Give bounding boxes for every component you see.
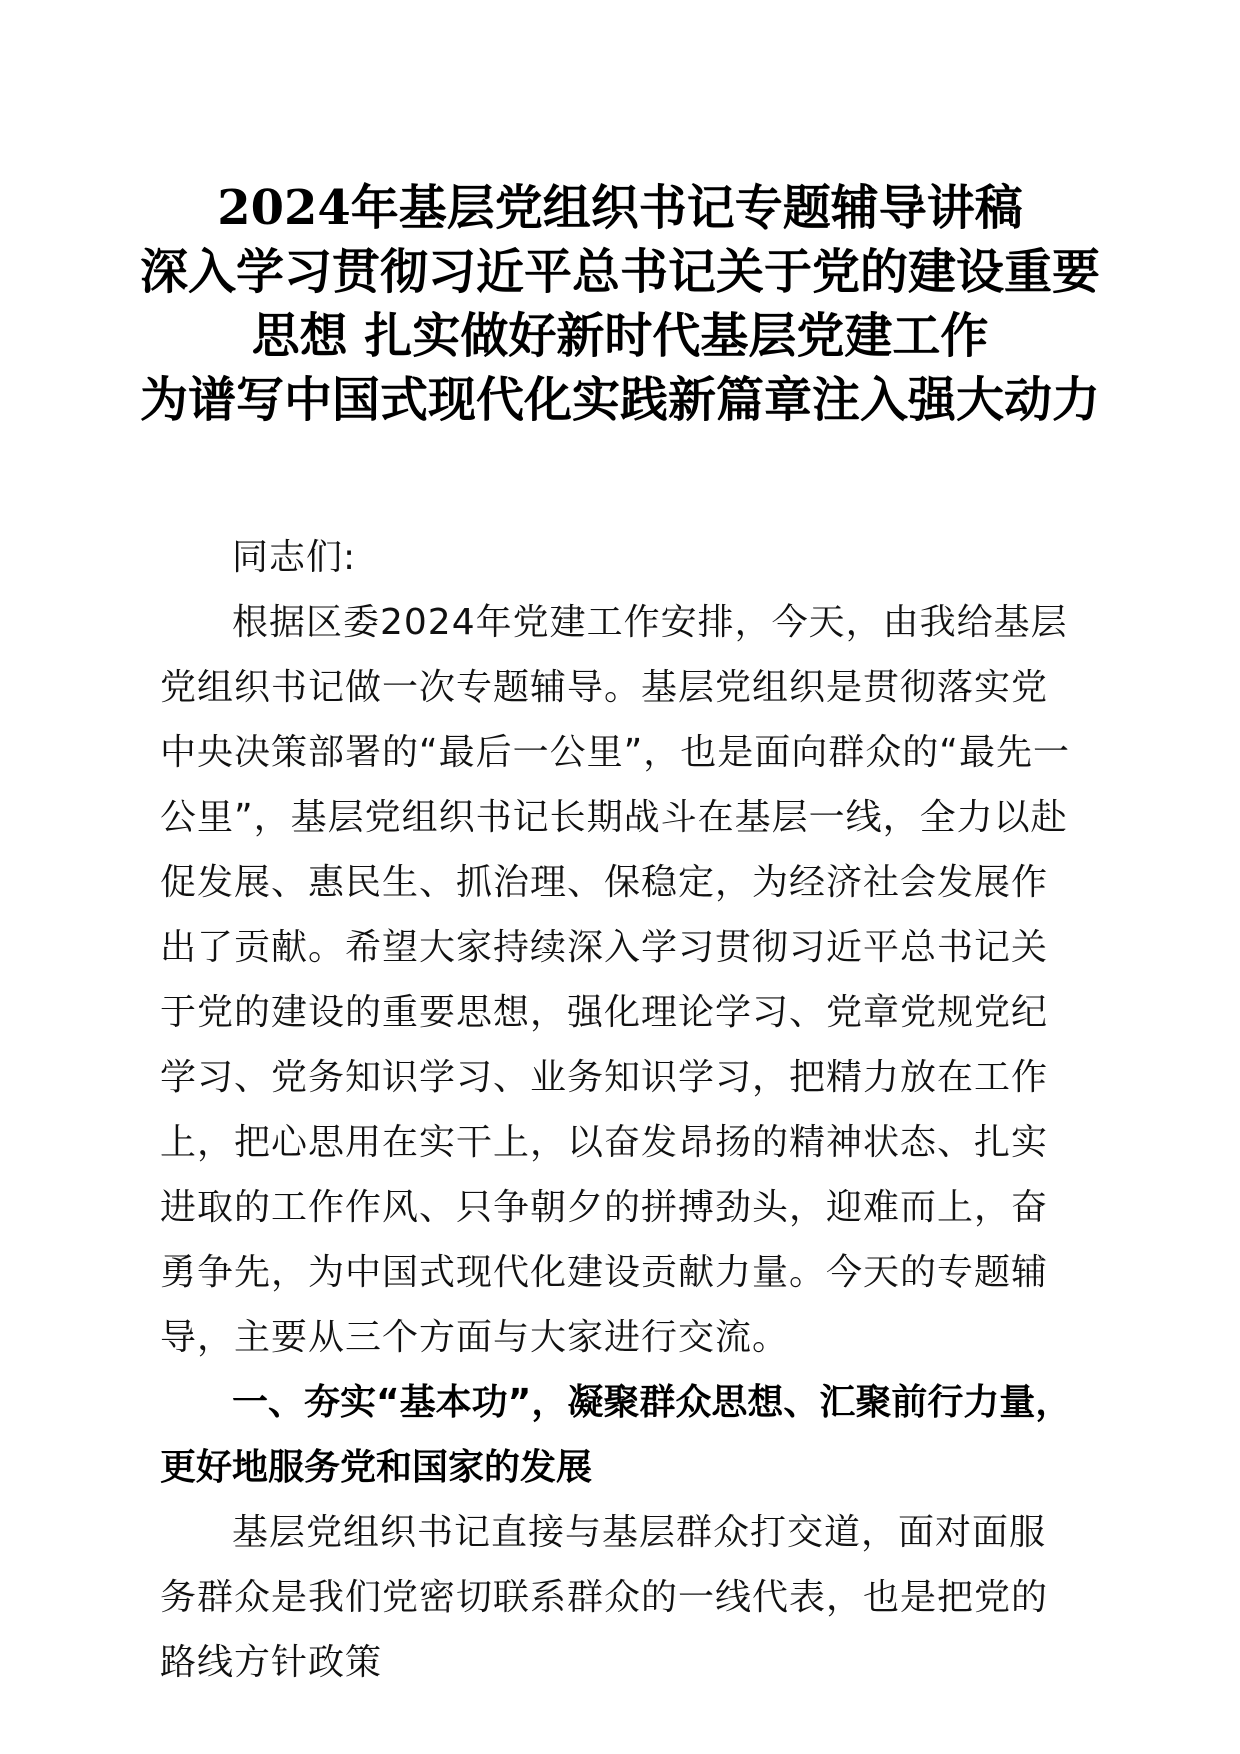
title-line-4: 为谱写中国式现代化实践新篇章注入强大动力 <box>140 372 1101 428</box>
document-title <box>140 176 1100 432</box>
section-heading-1: 一、夯实“基本功”，凝聚群众思想、汇聚前行力量，更好地服务党和国家的发展 <box>160 1382 1072 1488</box>
paragraph-intro: 根据区委2024年党建工作安排，今天，由我给基层党组织书记做一次专题辅导。基层党组织是贯彻落实党中央决策部署的“最后一公里”，也是面向群众的“最先一公里”，基层党组织书记长期战斗在基层一线，全力以赴促发展、惠民生、抓治理、保稳定，为经济社会发展作出了贡献。希望大家持续深入学习贯彻习近平总书记关于党的建设的重要思想，强化理论学习、党章党规党纪学习、党务知识学习、业务知识学习，把精力放在工作上，把心思用在实干上，以奋发昂扬的精神状态、扎实进取的工作作风、只争朝夕的拼搏劲头，迎难而上，奋勇争先，为中国式现代化建设贡献力量。今天的专题辅导，主要从三个方面与大家进行交流。 <box>160 602 1070 1358</box>
title-line-1: 2024年基层党组织书记专题辅导讲稿 <box>217 180 1023 236</box>
paragraph-section-1: 基层党组织书记直接与基层群众打交道，面对面服务群众是我们党密切联系群众的一线代表，也是把党的路线方针政策 <box>160 1512 1049 1683</box>
salutation: 同志们: <box>232 537 357 578</box>
title-line-3: 思想 扎实做好新时代基层党建工作 <box>251 308 989 364</box>
document-body <box>160 525 1080 1695</box>
title-line-2: 深入学习贯彻习近平总书记关于党的建设重要 <box>140 244 1101 300</box>
